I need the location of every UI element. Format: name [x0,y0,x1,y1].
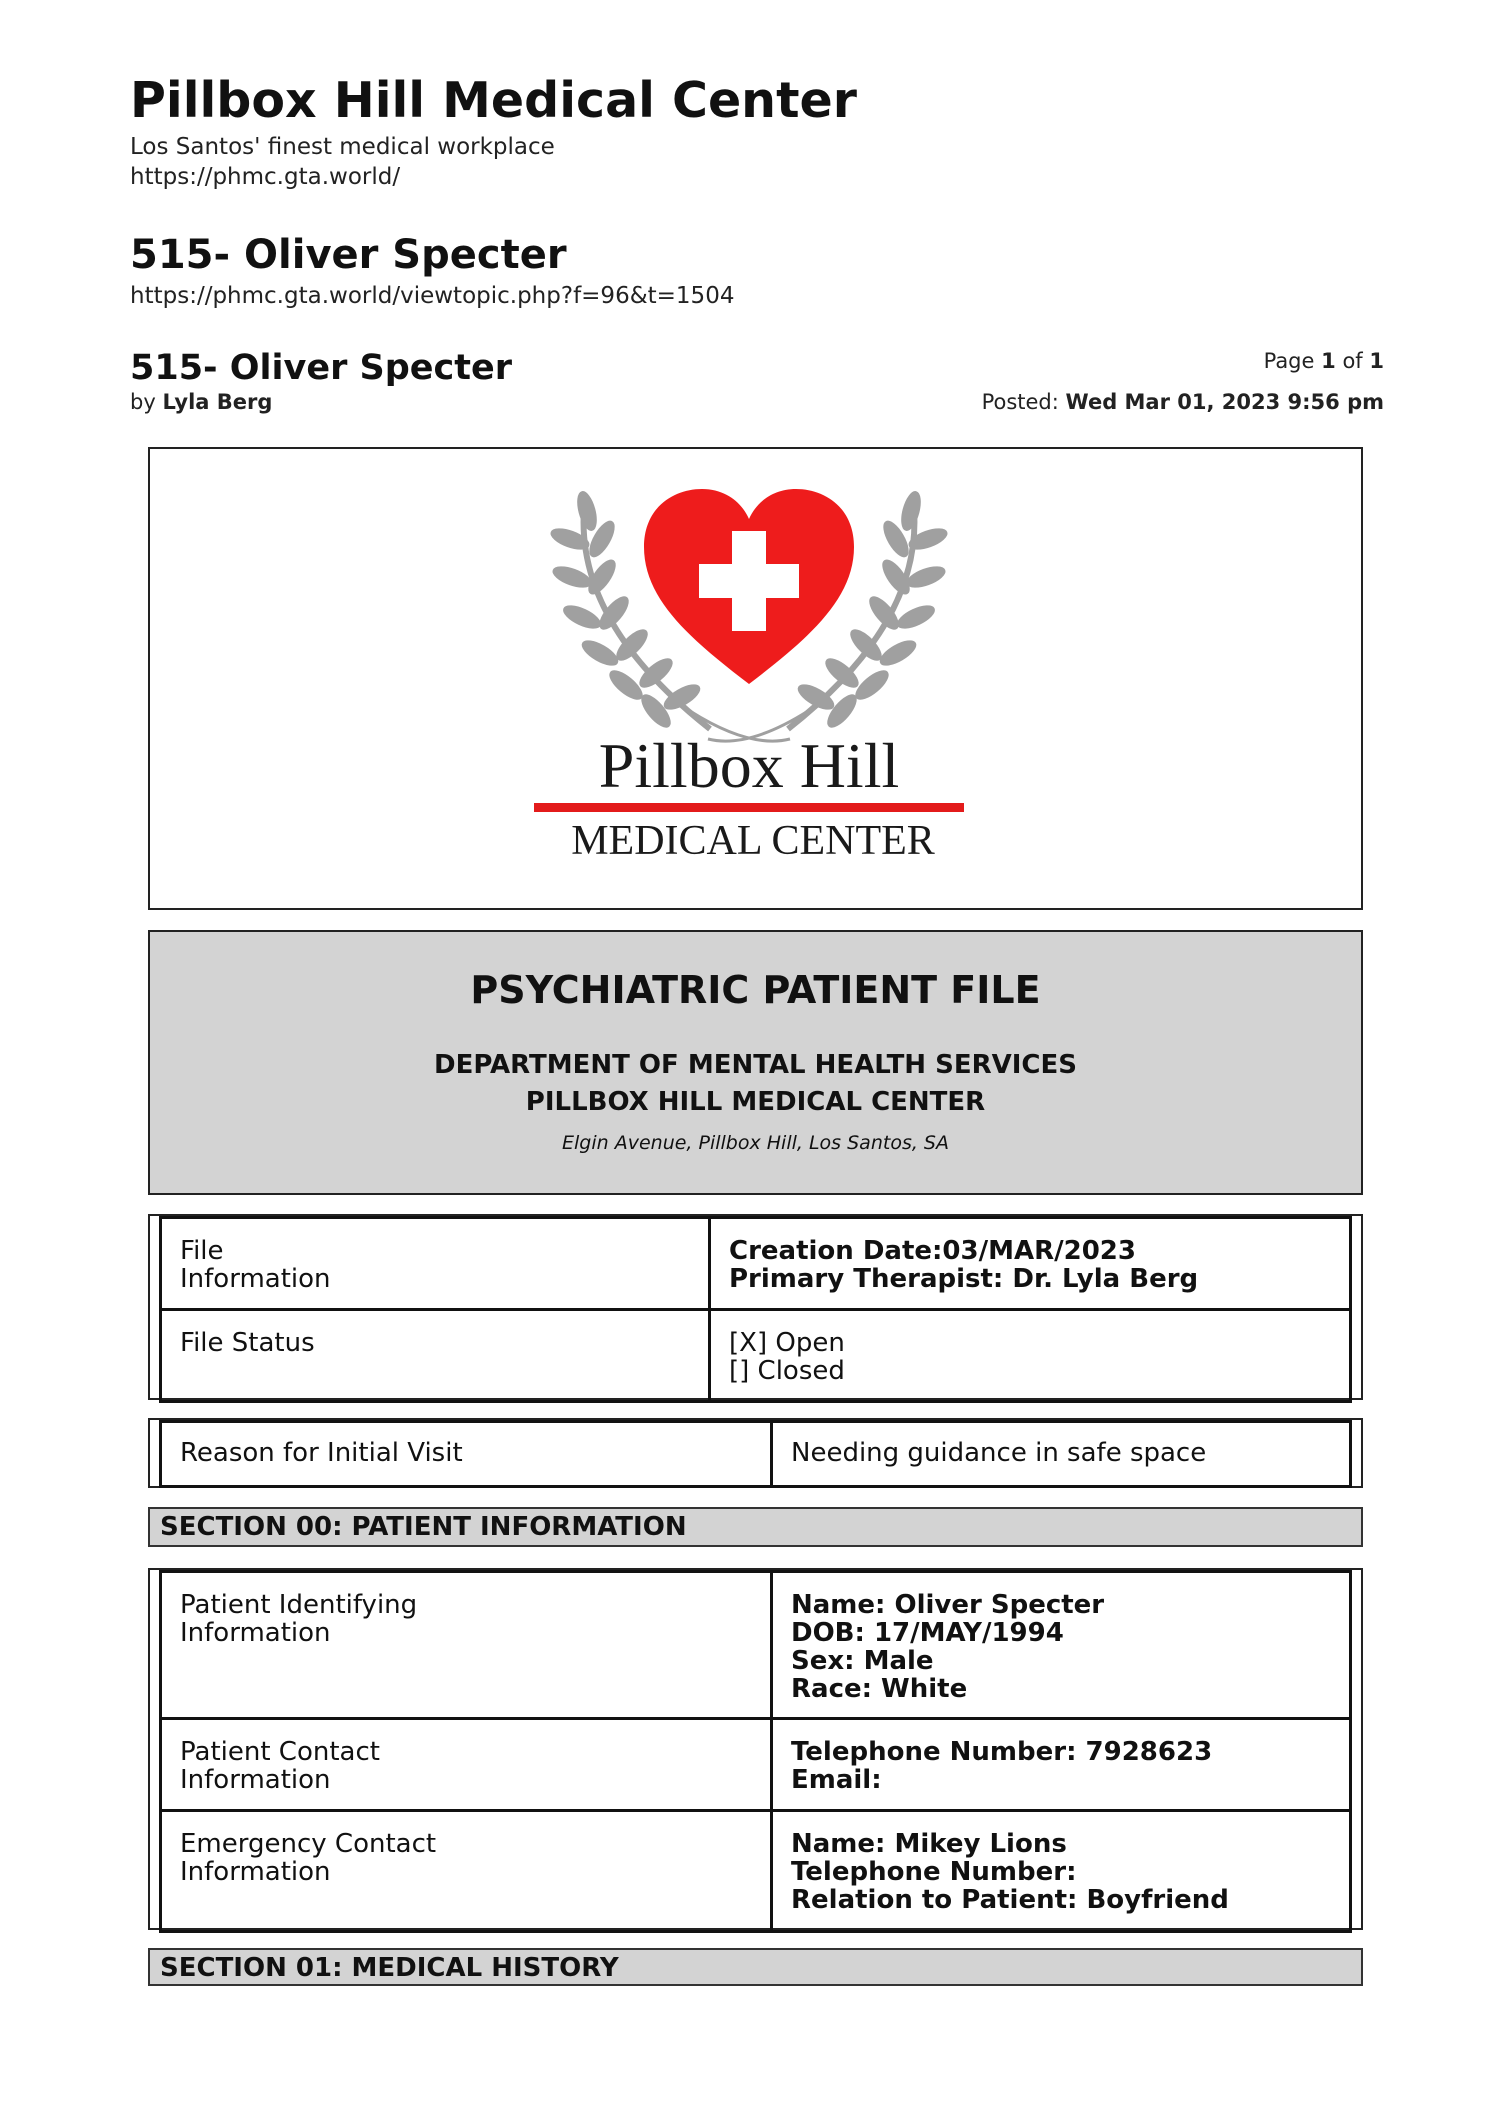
page-label: Page [1263,349,1315,373]
table-row [161,1811,1351,1932]
file-label-line1: File [180,1236,224,1266]
posted-label: Posted: [981,390,1059,414]
emerg-phone: Telephone Number: [791,1857,1077,1887]
patient-email: Email: [791,1765,882,1795]
table-row [161,1218,1351,1310]
logo-box [148,447,1363,910]
center-name: PILLBOX HILL MEDICAL CENTER [525,1087,986,1117]
file-info-table [159,1216,1352,1403]
file-info-box [148,1214,1363,1400]
patient-sex: Sex: Male [791,1646,934,1676]
by-label: by [130,390,156,414]
emergency-contact-value [772,1811,1351,1932]
patient-dob: DOB: 17/MAY/1994 [791,1618,1064,1648]
emerg-label-2: Information [180,1857,331,1887]
id-label-2: Information [180,1618,331,1648]
reason-box [148,1418,1363,1488]
file-label-line2: Information [180,1264,331,1294]
patient-id-label [161,1572,772,1719]
site-title: Pillbox Hill Medical Center [130,72,857,129]
post-byline [130,390,272,414]
page-of: of [1342,349,1363,373]
posted-date: Wed Mar 01, 2023 9:56 pm [1065,390,1384,414]
post-title: 515- Oliver Specter [130,348,512,388]
logo-underline [534,803,964,812]
section-00-header: SECTION 00: PATIENT INFORMATION [148,1507,1363,1547]
patient-info-box [148,1568,1363,1930]
table-row [161,1422,1351,1487]
site-url[interactable]: https://phmc.gta.world/ [130,164,401,190]
emerg-name: Name: Mikey Lions [791,1829,1067,1859]
page-indicator [1264,349,1384,373]
contact-label-1: Patient Contact [180,1737,380,1767]
creation-date: Creation Date:03/MAR/2023 [729,1236,1136,1266]
page-total: 1 [1369,349,1384,373]
status-open: [X] Open [729,1328,845,1358]
logo-text-line2: MEDICAL CENTER [571,818,935,864]
patient-name: Name: Oliver Specter [791,1590,1105,1620]
topic-title: 515- Oliver Specter [130,232,567,278]
address: Elgin Avenue, Pillbox Hill, Los Santos, SA [562,1132,949,1154]
reason-table [159,1420,1352,1488]
patient-race: Race: White [791,1674,968,1704]
post-author[interactable]: Lyla Berg [162,390,273,414]
reason-label: Reason for Initial Visit [161,1422,772,1487]
emergency-contact-label [161,1811,772,1932]
file-status-value [710,1310,1351,1402]
table-row [161,1572,1351,1719]
file-info-value [710,1218,1351,1310]
phmc-logo [150,449,1361,908]
site-tagline: Los Santos' finest medical workplace [130,134,555,160]
reason-value: Needing guidance in safe space [772,1422,1351,1487]
patient-contact-label [161,1719,772,1811]
topic-url[interactable]: https://phmc.gta.world/viewtopic.php?f=96&t=1504 [130,283,735,309]
status-closed: [] Closed [729,1356,845,1386]
file-status-label: File Status [161,1310,710,1402]
logo-text-line1: Pillbox Hill [598,730,900,801]
table-row [161,1310,1351,1402]
department: DEPARTMENT OF MENTAL HEALTH SERVICES [434,1050,1077,1080]
file-title: PSYCHIATRIC PATIENT FILE [470,968,1041,1012]
patient-info-table [159,1570,1352,1933]
file-info-label [161,1218,710,1310]
patient-contact-value [772,1719,1351,1811]
page-current: 1 [1321,349,1336,373]
emerg-relation: Relation to Patient: Boyfriend [791,1885,1229,1915]
patient-phone: Telephone Number: 7928623 [791,1737,1213,1767]
file-header-box [148,930,1363,1195]
table-row [161,1719,1351,1811]
patient-id-value [772,1572,1351,1719]
contact-label-2: Information [180,1765,331,1795]
id-label-1: Patient Identifying [180,1590,418,1620]
emerg-label-1: Emergency Contact [180,1829,437,1859]
primary-therapist: Primary Therapist: Dr. Lyla Berg [729,1264,1199,1294]
posted-info [982,390,1384,414]
section-01-header: SECTION 01: MEDICAL HISTORY [148,1948,1363,1986]
